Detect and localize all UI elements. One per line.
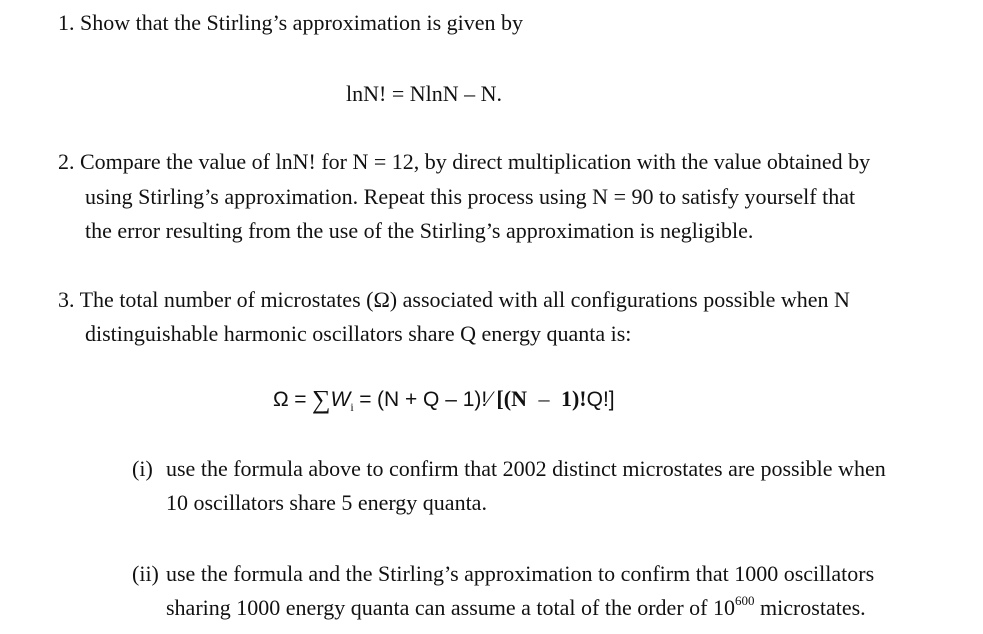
numerator: (N + Q – 1)!: [376, 388, 488, 411]
part-ii-line-2-tail: microstates.: [754, 595, 866, 620]
part-i-label: (i): [132, 456, 153, 481]
w-symbol: W: [330, 388, 351, 411]
denominator-close: Q!]: [586, 388, 615, 411]
denominator-minus: –: [538, 386, 550, 411]
part-ii-label: (ii): [132, 561, 159, 586]
equals-sign-1: =: [294, 388, 307, 411]
part-i-line-2: 10 oscillators share 5 energy quanta.: [166, 490, 487, 515]
q3-number: 3.: [58, 287, 75, 312]
sum-symbol: ∑: [311, 385, 331, 414]
q3-text-1: The total number of microstates (Ω) associated with all configurations possible when N: [79, 287, 850, 312]
q2-number: 2.: [58, 149, 75, 174]
part-ii-line-1: use the formula and the Stirling’s approximation to confirm that 1000 oscillators: [166, 561, 875, 586]
q2-line-3: the error resulting from the use of the Stirling’s approximation is negligible.: [85, 218, 754, 243]
q1-line: [58, 9, 523, 37]
q1-equation: lnN! = NlnN – N.: [346, 81, 503, 106]
q1-text: Show that the Stirling’s approximation is given by: [80, 10, 524, 35]
q1-number: 1.: [58, 10, 75, 35]
q2-text-1: Compare the value of lnN! for N = 12, by direct multiplication with the value obtained by: [80, 149, 871, 174]
part-i-line-1: use the formula above to confirm that 2002 distinct microstates are possible when: [166, 456, 886, 481]
denominator-mid: 1)!: [560, 386, 587, 411]
denominator-open: [(N: [496, 386, 527, 411]
omega-symbol: Ω: [273, 388, 289, 411]
q2-line-1: [58, 148, 870, 176]
q2-line-2: using Stirling’s approximation. Repeat this process using N = 90 to satisfy yourself that: [85, 184, 856, 209]
fraction-slash: ⁄: [487, 386, 491, 411]
q3-line-1: [58, 286, 850, 314]
q3-line-2: distinguishable harmonic oscillators share Q energy quanta is:: [85, 321, 632, 346]
equals-sign-2: =: [359, 388, 372, 411]
q3-equation: [273, 385, 615, 414]
part-ii-line-2-text: sharing 1000 energy quanta can assume a total of the order of 10: [166, 595, 735, 620]
w-subscript: i: [350, 400, 354, 414]
part-ii-line-2: [166, 594, 866, 622]
exponent: 600: [734, 593, 755, 608]
